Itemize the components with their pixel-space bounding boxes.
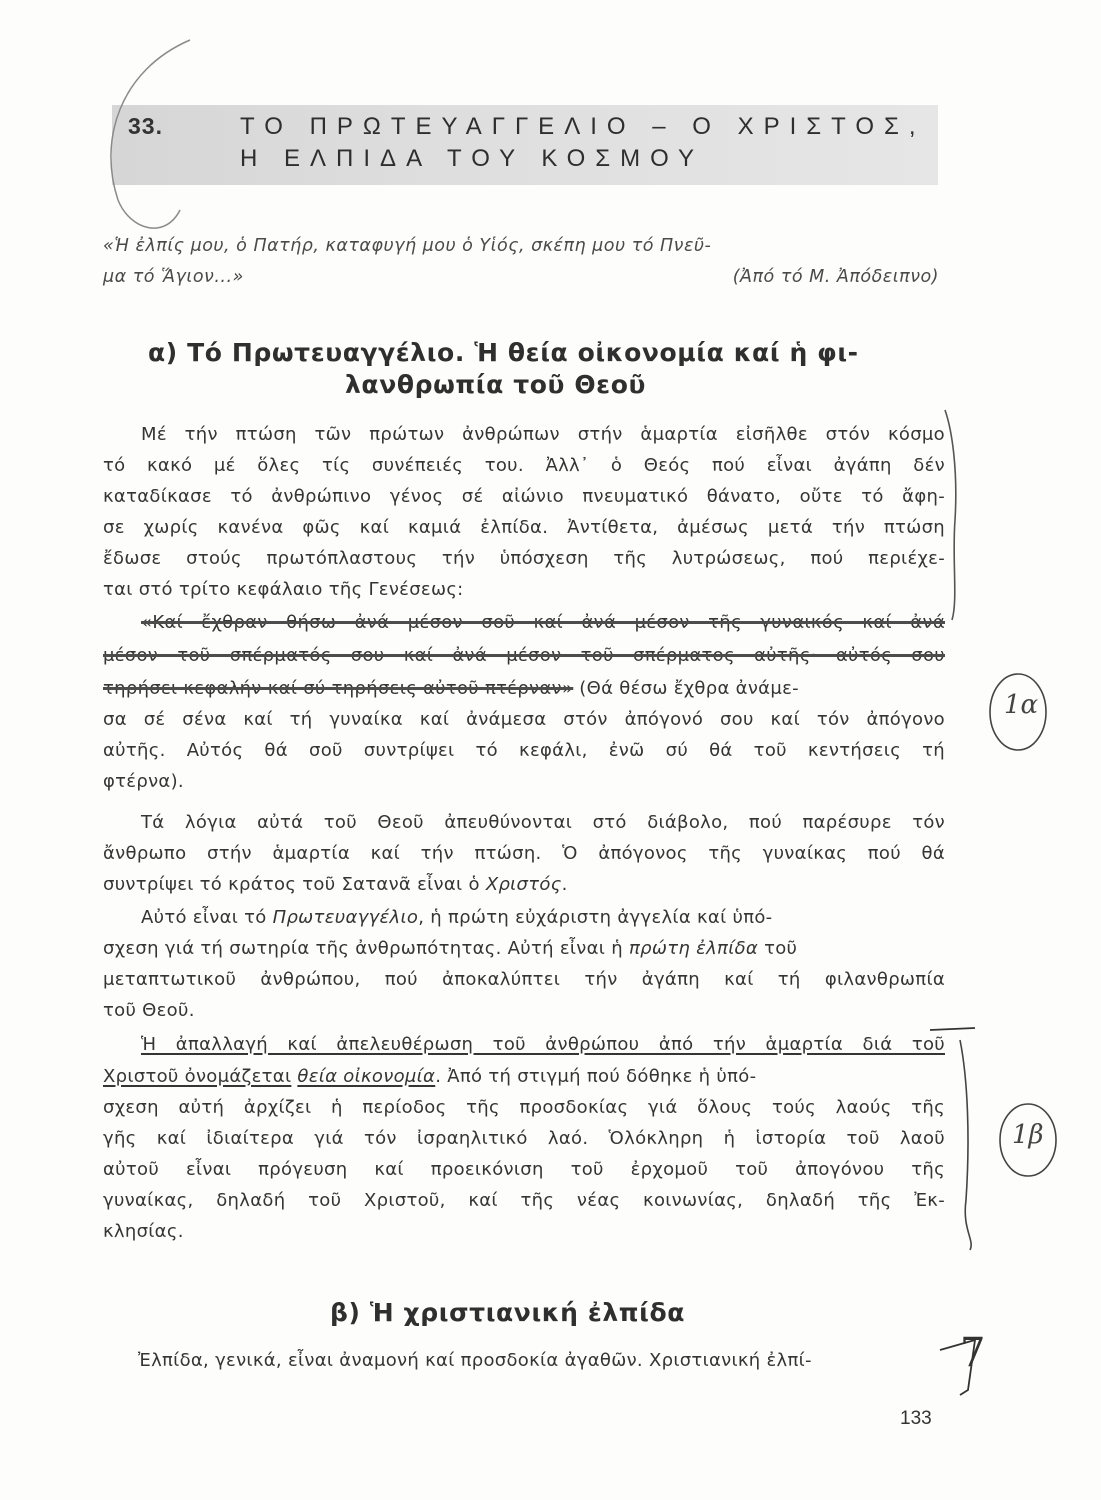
section-a-heading-line-2: λανθρωπία τοῦ Θεοῦ xyxy=(345,370,646,399)
paragraph-line: τοῦ Θεοῦ. xyxy=(103,1000,195,1021)
margin-bracket xyxy=(960,1040,971,1250)
text-segment: , ἡ πρώτη εὐχάριστη ἀγγελία καί ὑπό- xyxy=(418,907,773,928)
paragraph-line: σε χωρίς κανένα φῶς καί καμιά ἐλπίδα. Ἀντίθετα, ἀμέσως μετά τήν πτώση xyxy=(103,517,945,538)
quote-translation-line: σα σέ σένα καί τή γυναίκα καί ἀνάμεσα στόν ἀπόγονό σου καί τόν ἀπόγονο xyxy=(103,709,945,730)
paragraph-line: κλησίας. xyxy=(103,1221,184,1242)
paragraph-line: ται στό τρίτο κεφάλαιο τῆς Γενέσεως: xyxy=(103,579,464,600)
paragraph-line: σχεση αὐτή ἀρχίζει ἡ περίοδος τῆς προσδοκίας γιά ὅλους τούς λαούς τῆς xyxy=(103,1097,945,1118)
chapter-title-line-1: ΤΟ ΠΡΩΤΕΥΑΓΓΕΛΙΟ – Ο ΧΡΙΣΤΟΣ, xyxy=(240,113,926,140)
paragraph-line: αὐτοῦ εἶναι πρόγευση καί προεικόνιση τοῦ ἐρχομοῦ τοῦ ἀπογόνου τῆς xyxy=(103,1159,945,1180)
paragraph-line: ἔδωσε στούς πρωτόπλαστους τήν ὑπόσχεση τῆς λυτρώσεως, πού περιέχε- xyxy=(103,548,945,569)
paragraph-line: καταδίκασε τό ἀνθρώπινο γένος σέ αἰώνιο πνευματικό θάνατο, οὔτε τό ἄφη- xyxy=(103,486,945,507)
underlined-segment: Χριστοῦ ὀνομάζεται xyxy=(103,1066,292,1087)
pen-stroke xyxy=(930,1028,975,1030)
emphasis-christos: Χριστός xyxy=(485,874,562,895)
margin-bracket xyxy=(945,410,956,620)
margin-note-1b: 1β xyxy=(1012,1120,1044,1150)
epigraph-line-1: «Ἡ ἐλπίς μου, ὁ Πατήρ, καταφυγή μου ὁ Υἱός, σκέπη μου τό Πνεῦ- xyxy=(103,236,712,256)
epigraph-text: μα τό Ἅγιον...» xyxy=(103,267,244,287)
text-segment: τοῦ xyxy=(764,938,798,959)
section-b-heading: β) Ἡ χριστιανική ἐλπίδα xyxy=(330,1298,686,1327)
chapter-title-line-2: Η ΕΛΠΙΔΑ ΤΟΥ ΚΟΣΜΟΥ xyxy=(240,145,705,172)
page-number: 133 xyxy=(900,1408,932,1429)
emphasis-theia-oikonomia: θεία οἰκονομία xyxy=(297,1066,436,1087)
epigraph-source: (Ἀπό τό Μ. Ἀπόδειπνο) xyxy=(732,267,939,287)
text-segment: . Ἀπό τή στιγμή πού δόθηκε ἡ ὑπό- xyxy=(435,1066,757,1087)
paragraph-line: γῆς καί ἰδιαίτερα γιά τόν ἰσραηλιτικό λαό. Ὁλόκληρη ἡ ἱστορία τοῦ λαοῦ xyxy=(103,1128,945,1149)
quote-translation-line: αὐτῆς. Αὐτός θά σοῦ συντρίψει τό κεφάλι, ἐνῶ σύ θά τοῦ κεντήσεις τή xyxy=(103,740,945,761)
paragraph-line: τό κακό μέ ὅλες τίς συνέπειές του. Ἀλλ᾽ ὁ Θεός πού εἶναι ἀγάπη δέν xyxy=(103,455,945,476)
text-segment: Αὐτό εἶναι τό xyxy=(141,907,273,928)
paragraph-line: ἄνθρωπο στήν ἁμαρτία καί τήν πτώση. Ὁ ἀπόγονος τῆς γυναίκας πού θά xyxy=(103,843,945,864)
section-a-heading-line-1: α) Τό Πρωτευαγγέλιο. Ἡ θεία οἰκονομία καί ἡ φι- xyxy=(148,338,859,367)
quote-struck-segment: τηρήσει κεφαλήν καί σύ τηρήσεις αὐτοῦ πτέρναν» xyxy=(103,678,574,699)
emphasis-protevangelio: Πρωτευαγγέλιο xyxy=(272,907,419,928)
text-segment: συντρίψει τό κράτος τοῦ Σατανᾶ εἶναι ὁ xyxy=(103,874,486,895)
quote-translation-start: (Θά θέσω ἔχθρα ἀνάμε- xyxy=(573,678,799,699)
paragraph-line-underlined: Ἡ ἀπαλλαγή καί ἀπελευθέρωση τοῦ ἀνθρώπου ἀπό τήν ἁμαρτία διά τοῦ xyxy=(141,1034,945,1055)
paragraph-line: Ἐλπίδα, γενικά, εἶναι ἀναμονή καί προσδοκία ἀγαθῶν. Χριστιανική ἐλπί- xyxy=(138,1350,812,1371)
text-segment: σχεση γιά τή σωτηρία τῆς ἀνθρωπότητας. Αὐτή εἶναι ἡ xyxy=(103,938,623,959)
paragraph-line: μεταπτωτικοῦ ἀνθρώπου, πού ἀποκαλύπτει τήν ἀγάπη καί τή φιλανθρωπία xyxy=(103,969,945,990)
paragraph-line: γυναίκας, δηλαδή τοῦ Χριστοῦ, καί τῆς νέας κοινωνίας, δηλαδή τῆς Ἐκ- xyxy=(103,1190,945,1211)
pen-circle-mark xyxy=(111,40,190,228)
quote-line-struck: μέσον τοῦ σπέρματός σου καί ἀνά μέσον τοῦ σπέρματος αὐτῆς· αὐτός σου xyxy=(103,645,945,666)
quote-translation-line: φτέρνα). xyxy=(103,771,184,792)
margin-note-1a: 1α xyxy=(1004,690,1039,720)
paragraph-line: Μέ τήν πτώση τῶν πρώτων ἀνθρώπων στήν ἁμαρτία εἰσῆλθε στόν κόσμο xyxy=(141,424,945,445)
margin-note-7: 7 xyxy=(960,1330,986,1376)
chapter-number: 33. xyxy=(128,113,163,139)
emphasis-first-hope: πρώτη ἐλπίδα xyxy=(628,938,759,959)
text-segment: . xyxy=(561,874,568,895)
paragraph-line: Τά λόγια αὐτά τοῦ Θεοῦ ἀπευθύνονται στό διάβολο, πού παρέσυρε τόν xyxy=(141,812,945,833)
quote-line-struck: «Καί ἔχθραν θήσω ἀνά μέσον σοῦ καί ἀνά μέσον τῆς γυναικός καί ἀνά xyxy=(141,612,945,633)
